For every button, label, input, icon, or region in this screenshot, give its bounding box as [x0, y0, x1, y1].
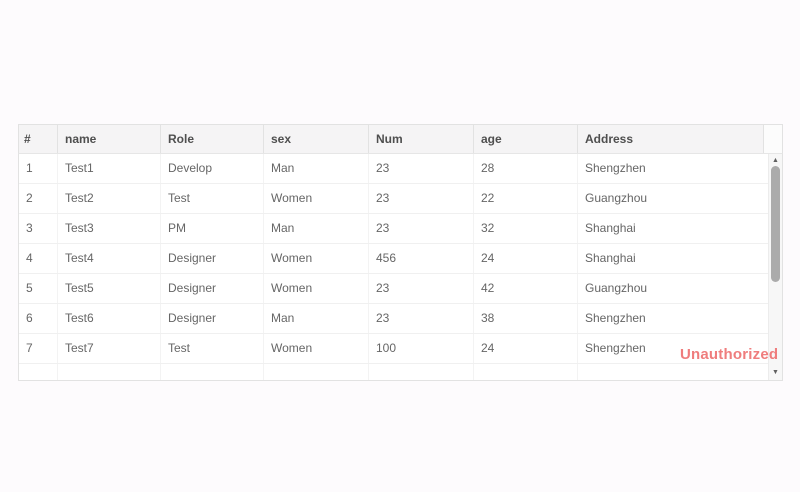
cell-num: 456: [369, 244, 474, 273]
cell-address: Guangzhou: [585, 281, 648, 295]
cell-role: PM: [161, 214, 264, 243]
cell-name: Test2: [58, 184, 161, 213]
table-row-empty: [19, 364, 768, 381]
column-header-age: age: [474, 125, 578, 153]
table-header: [18, 124, 783, 154]
cell-address: Shanghai: [585, 251, 636, 265]
cell-role: Designer: [161, 244, 264, 273]
cell-index: 7: [19, 334, 58, 363]
cell-address: Shengzhen: [585, 311, 646, 325]
cell-address: Guangzhou: [585, 191, 648, 205]
table-rows: [19, 154, 782, 381]
cell-sex: [264, 364, 369, 381]
cell-index: 2: [19, 184, 58, 213]
cell-num: 100: [369, 334, 474, 363]
cell-index: 4: [19, 244, 58, 273]
cell-age: 32: [474, 214, 578, 243]
cell-address: Shanghai: [585, 221, 636, 235]
cell-sex: Women: [264, 184, 369, 213]
cell-role: Develop: [161, 154, 264, 183]
scrollbar-thumb[interactable]: [771, 166, 780, 282]
cell-sex: Man: [264, 214, 369, 243]
column-header-index: #: [19, 125, 58, 153]
cell-num: 23: [369, 214, 474, 243]
cell-num: 23: [369, 304, 474, 333]
cell-sex: Women: [264, 244, 369, 273]
cell-name: Test6: [58, 304, 161, 333]
cell-address: Shengzhen: [585, 341, 646, 355]
cell-sex: Women: [264, 334, 369, 363]
table-row: [19, 184, 768, 214]
scroll-up-icon[interactable]: ▲: [772, 157, 779, 164]
table-body: [18, 154, 783, 381]
cell-index: 5: [19, 274, 58, 303]
cell-num: 23: [369, 154, 474, 183]
cell-role: Test: [161, 184, 264, 213]
data-table: [18, 124, 783, 381]
cell-age: 28: [474, 154, 578, 183]
cell-index: 3: [19, 214, 58, 243]
cell-name: Test3: [58, 214, 161, 243]
cell-num: 23: [369, 184, 474, 213]
cell-address: [578, 364, 768, 381]
table-row: [19, 214, 768, 244]
cell-index: 1: [19, 154, 58, 183]
table-row: [19, 304, 768, 334]
cell-age: 24: [474, 334, 578, 363]
cell-name: [58, 364, 161, 381]
cell-role: Designer: [161, 274, 264, 303]
cell-index: [19, 364, 58, 381]
column-header-name: name: [58, 125, 161, 153]
cell-sex: Man: [264, 304, 369, 333]
cell-num: 23: [369, 274, 474, 303]
cell-age: 42: [474, 274, 578, 303]
cell-age: 22: [474, 184, 578, 213]
column-header-address: Address: [578, 125, 764, 153]
cell-age: [474, 364, 578, 381]
column-header-sex: sex: [264, 125, 369, 153]
column-header-role: Role: [161, 125, 264, 153]
scroll-down-icon[interactable]: ▼: [772, 369, 779, 376]
cell-role: [161, 364, 264, 381]
cell-role: Test: [161, 334, 264, 363]
cell-index: 6: [19, 304, 58, 333]
watermark-unauthorized: Unauthorized: [680, 346, 779, 363]
cell-num: [369, 364, 474, 381]
table-row: [19, 244, 768, 274]
cell-name: Test4: [58, 244, 161, 273]
table-row: [19, 154, 768, 184]
table-row: [19, 274, 768, 304]
cell-name: Test7: [58, 334, 161, 363]
header-scrollbar-spacer: [764, 125, 782, 153]
cell-name: Test5: [58, 274, 161, 303]
cell-age: 38: [474, 304, 578, 333]
cell-sex: Women: [264, 274, 369, 303]
cell-sex: Man: [264, 154, 369, 183]
table-row: [19, 334, 768, 364]
cell-age: 24: [474, 244, 578, 273]
cell-name: Test1: [58, 154, 161, 183]
column-header-num: Num: [369, 125, 474, 153]
cell-address: Shengzhen: [585, 161, 646, 175]
cell-role: Designer: [161, 304, 264, 333]
